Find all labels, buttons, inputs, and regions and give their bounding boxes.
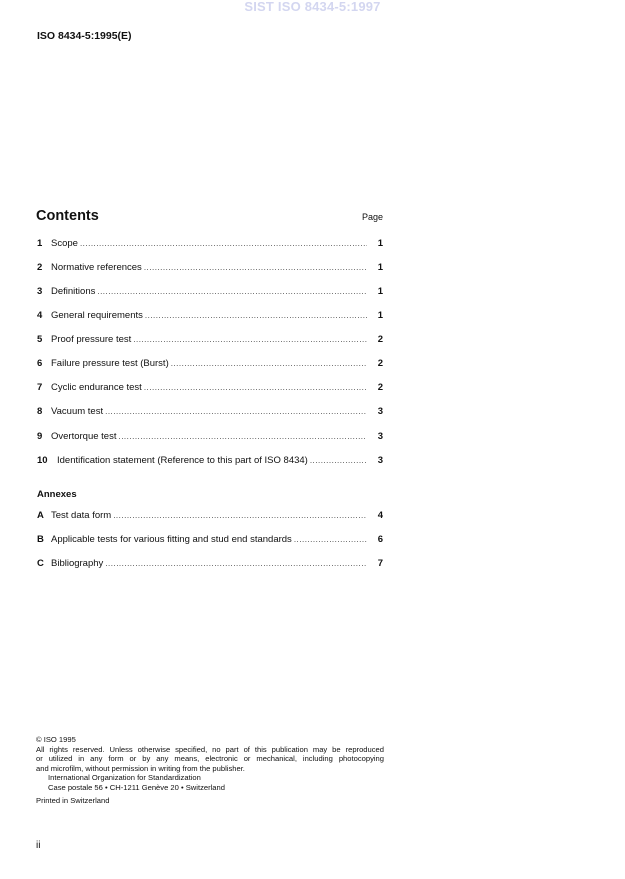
- annex-letter: B: [37, 534, 44, 545]
- copyright-block: [36, 735, 384, 805]
- dot-leader: [118, 432, 367, 441]
- document-id: ISO 8434-5:1995(E): [37, 30, 132, 42]
- toc-entry-number: 9: [37, 431, 43, 442]
- dot-leader: [145, 311, 367, 320]
- page-column-heading: Page: [362, 212, 384, 222]
- page-number: ii: [36, 840, 41, 851]
- toc-entry-page: 3: [377, 431, 383, 442]
- annex-letter: A: [37, 510, 44, 521]
- rights-statement-line: or utilized in any form or by any means, electronic or mechanical, including photocopying: [36, 754, 384, 764]
- printed-in: Printed in Switzerland: [36, 795, 110, 805]
- toc-entry-number: 2: [37, 262, 43, 273]
- annex-page: 6: [377, 534, 383, 545]
- annex-title: Bibliography: [51, 558, 104, 569]
- toc-entry-definitions: [37, 286, 383, 300]
- dot-leader: [294, 535, 367, 544]
- toc-entry-title: Overtorque test: [51, 431, 117, 442]
- organization-address: Case postale 56 • CH-1211 Genève 20 • Switzerland: [48, 782, 225, 792]
- toc-entry-number: 10: [37, 455, 48, 466]
- annexes-heading: Annexes: [37, 489, 77, 500]
- toc-entry-overtorque-test: [37, 431, 383, 445]
- annex-letter: C: [37, 558, 44, 569]
- toc-entry-title: Normative references: [51, 262, 142, 273]
- toc-entry-page: 2: [377, 358, 383, 369]
- toc-entry-page: 2: [377, 382, 383, 393]
- toc-entry-page: 2: [377, 334, 383, 345]
- toc-annex-c: [37, 558, 383, 572]
- toc-entry-normative-references: [37, 262, 383, 276]
- toc-entry-title: General requirements: [51, 310, 143, 321]
- dot-leader: [105, 407, 367, 416]
- toc-entry-title: Proof pressure test: [51, 334, 132, 345]
- contents-title: Contents: [36, 208, 99, 224]
- toc-entry-vacuum-test: [37, 406, 383, 420]
- toc-entry-page: 1: [377, 286, 383, 297]
- toc-entry-page: 3: [377, 455, 383, 466]
- copyright-notice: © ISO 1995: [36, 735, 76, 744]
- dot-leader: [105, 559, 367, 568]
- toc-entry-title: Failure pressure test (Burst): [51, 358, 169, 369]
- toc-entry-title: Cyclic endurance test: [51, 382, 142, 393]
- toc-entry-cyclic-endurance-test: [37, 382, 383, 396]
- toc-entry-number: 4: [37, 310, 43, 321]
- dot-leader: [80, 239, 367, 248]
- toc-entry-page: 1: [377, 310, 383, 321]
- annex-page: 7: [377, 558, 383, 569]
- toc-entry-identification-statement: [37, 455, 383, 469]
- dot-leader: [171, 359, 367, 368]
- toc-entry-failure-pressure-test: [37, 358, 383, 372]
- dot-leader: [144, 383, 367, 392]
- toc-entry-title: Vacuum test: [51, 406, 104, 417]
- toc-entry-page: 1: [377, 238, 383, 249]
- annex-title: Applicable tests for various fitting and stud end standards: [51, 534, 292, 545]
- toc-entry-title: Identification statement (Reference to this part of ISO 8434): [57, 455, 308, 466]
- dot-leader: [144, 263, 367, 272]
- rights-statement-line: All rights reserved. Unless otherwise specified, no part of this publication may be reproduced: [36, 744, 384, 754]
- toc-entry-page: 1: [377, 262, 383, 273]
- annex-page: 4: [377, 510, 383, 521]
- toc-entry-proof-pressure-test: [37, 334, 383, 348]
- watermark: SIST ISO 8434-5:1997: [244, 0, 381, 14]
- toc-entry-number: 6: [37, 358, 43, 369]
- toc-annex-a: [37, 510, 383, 524]
- toc-entry-scope: [37, 238, 383, 252]
- toc-entry-general-requirements: [37, 310, 383, 324]
- dot-leader: [310, 456, 367, 465]
- toc-entry-number: 8: [37, 406, 43, 417]
- toc-entry-number: 5: [37, 334, 43, 345]
- organization-name: International Organization for Standardization: [48, 773, 201, 783]
- dot-leader: [133, 335, 367, 344]
- toc-entry-page: 3: [377, 406, 383, 417]
- toc-entry-number: 7: [37, 382, 43, 393]
- toc-entry-title: Scope: [51, 238, 78, 249]
- toc-entry-number: 1: [37, 238, 43, 249]
- annex-title: Test data form: [51, 510, 112, 521]
- rights-statement-line: and microfilm, without permission in writing from the publisher.: [36, 763, 245, 773]
- dot-leader: [113, 511, 367, 520]
- toc-entry-title: Definitions: [51, 286, 96, 297]
- dot-leader: [97, 287, 367, 296]
- toc-entry-number: 3: [37, 286, 43, 297]
- toc-annex-b: [37, 534, 383, 548]
